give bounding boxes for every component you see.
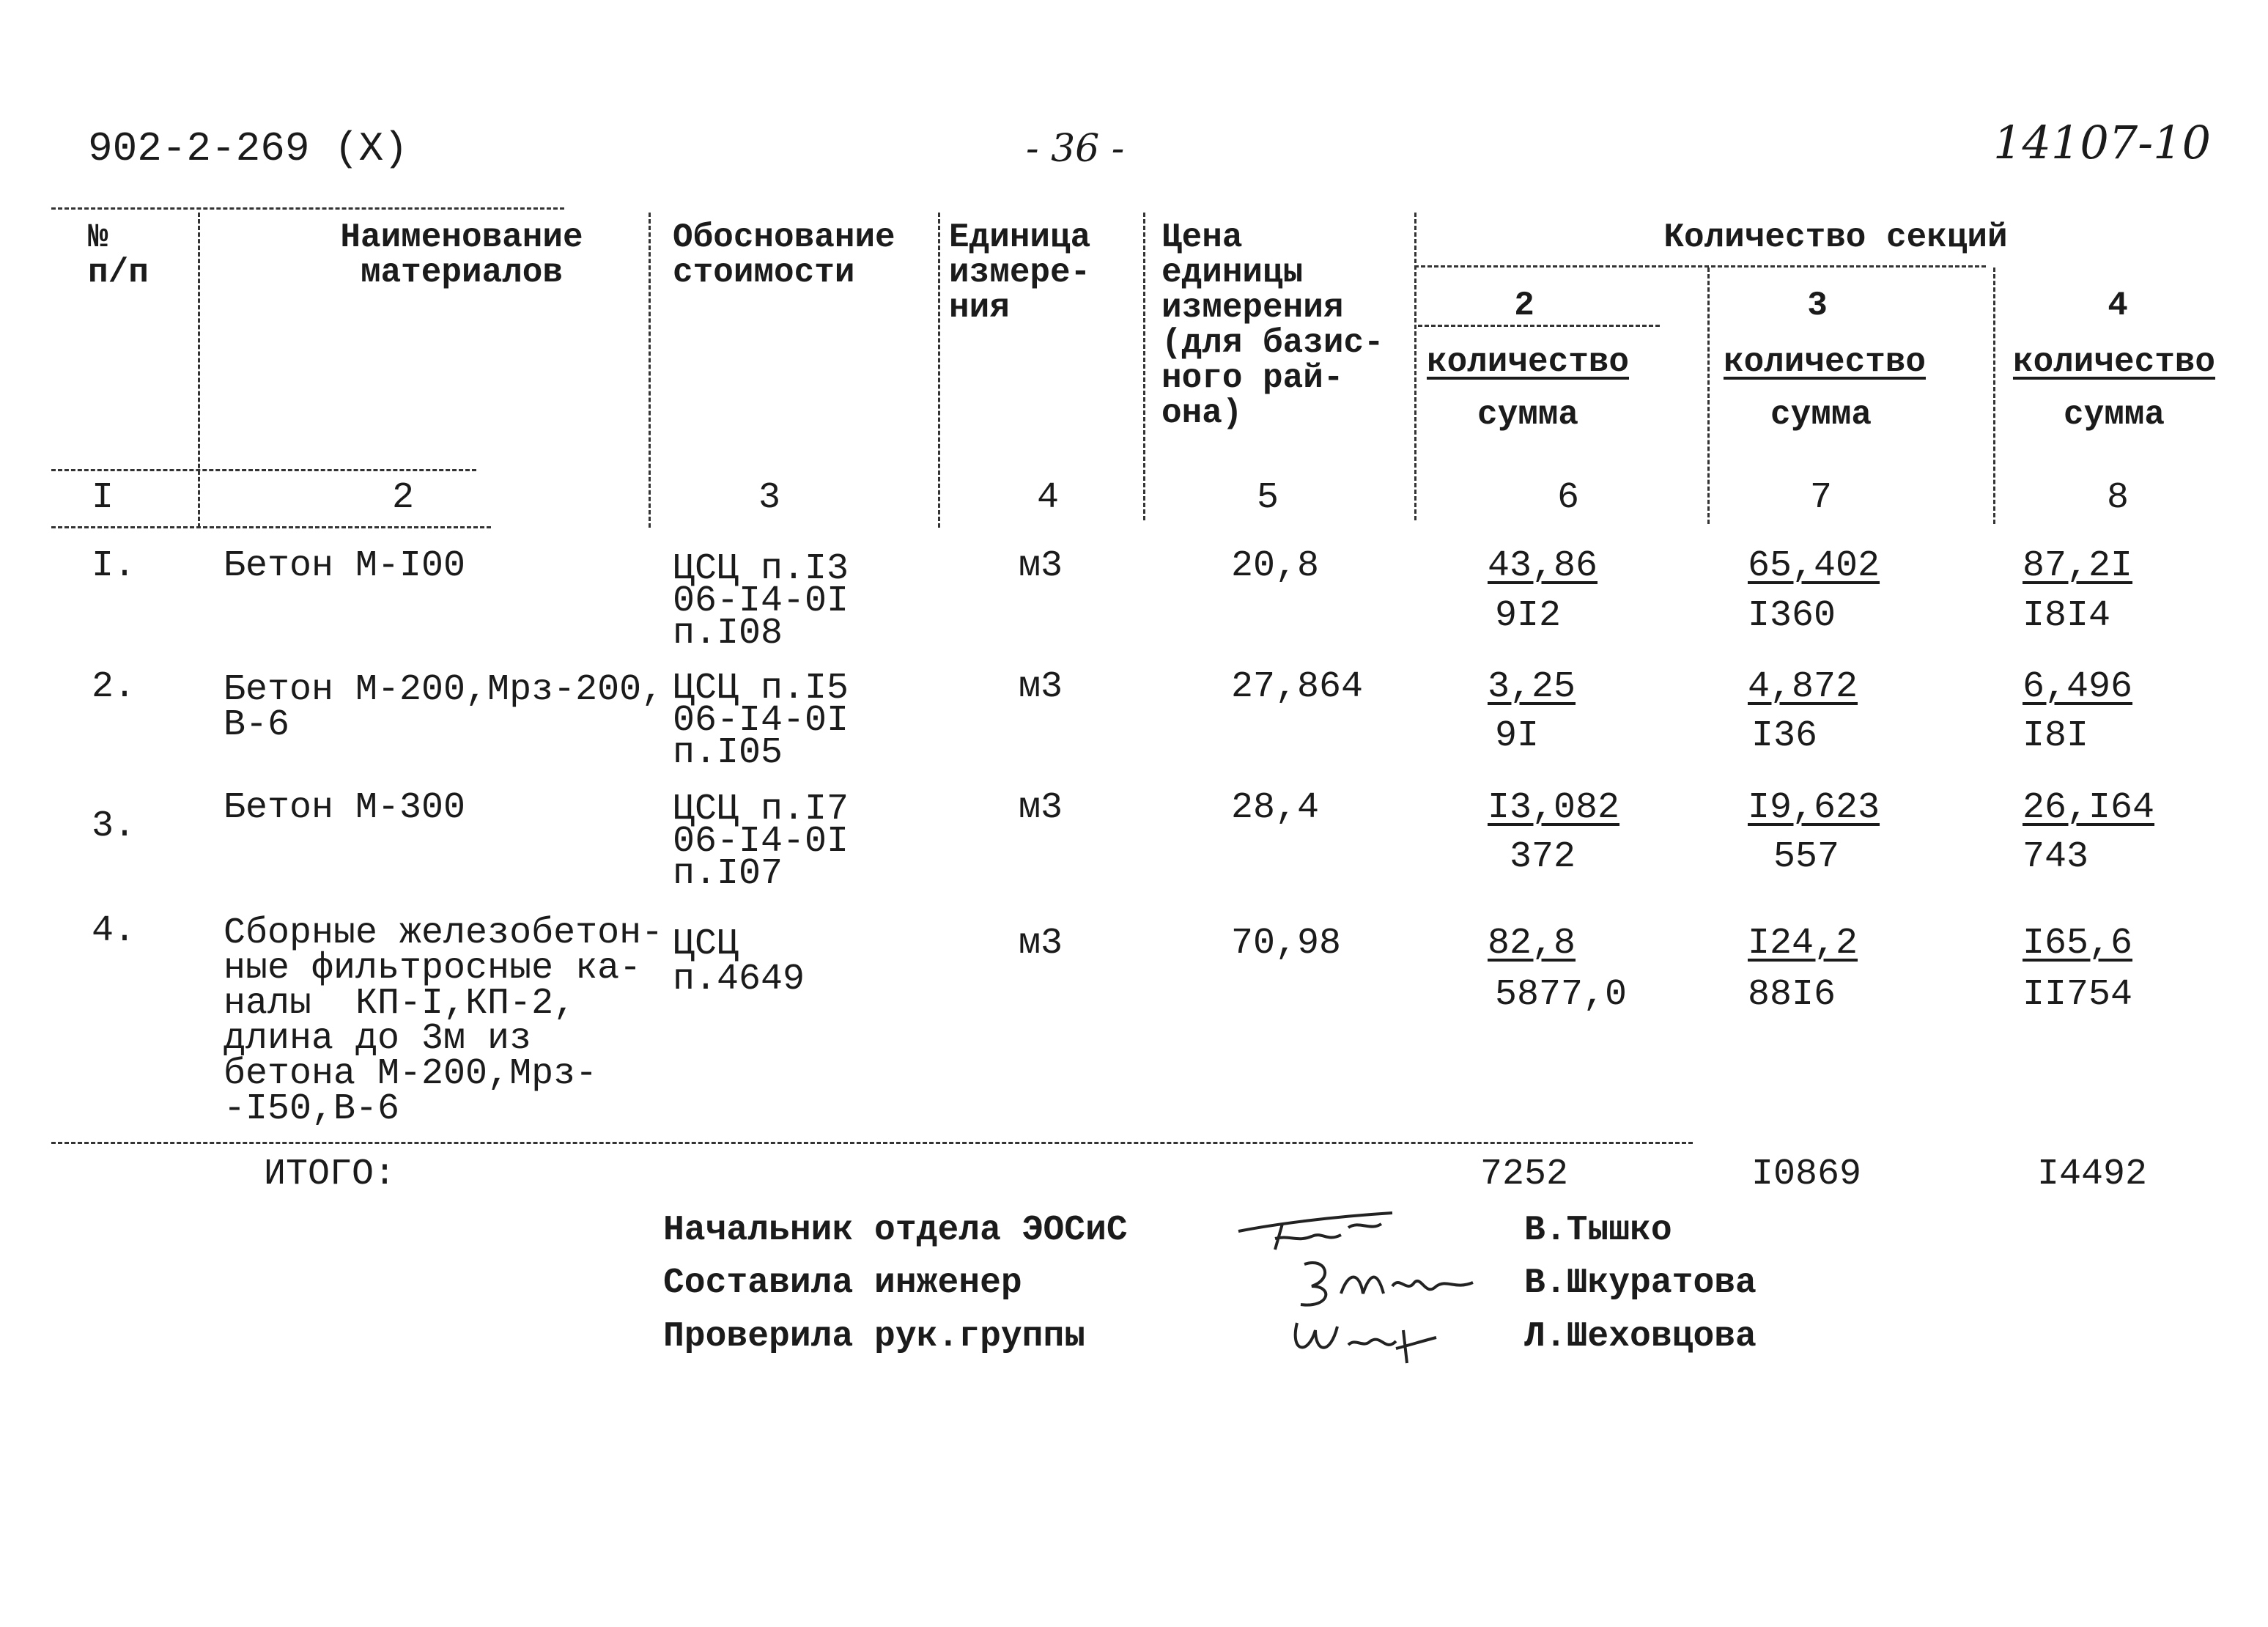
archive-stamp: 14107-10 <box>1993 116 2212 169</box>
section-2-sum: 9I2 <box>1495 595 1562 637</box>
signature-name: В.Шкуратова <box>1524 1263 1757 1303</box>
section-2-qty-label: количество <box>1426 343 1630 381</box>
section-4-header: 4 <box>2108 287 2128 325</box>
row-unit: м3 <box>1019 787 1063 829</box>
col-divider <box>938 213 940 528</box>
section-3-sum: I360 <box>1748 595 1836 637</box>
row-basis: ЦСЦ п.I5 06-I4-0I п.I05 <box>673 668 849 774</box>
row-basis: ЦСЦ п.4649 <box>673 923 805 1000</box>
section-4-sum: I8I4 <box>2023 595 2111 637</box>
section-3-qty: I24,2 <box>1748 923 1858 964</box>
signature-role: Составила инженер <box>663 1263 1022 1303</box>
section-3-sum: I36 <box>1751 715 1818 757</box>
row-num: 3. <box>92 805 136 847</box>
col-header-unit: Единица измере- ния <box>949 218 1091 327</box>
handwritten-signature-shekhovtsova <box>1286 1308 1447 1367</box>
table-top-rule <box>51 207 564 210</box>
numbers-bottom-rule <box>51 526 491 528</box>
col-divider <box>1414 213 1416 520</box>
header-bottom-rule <box>51 469 476 471</box>
section-2-header: 2 <box>1514 287 1534 325</box>
column-number: 3 <box>758 477 780 519</box>
column-number: 7 <box>1809 477 1832 519</box>
row-unit: м3 <box>1019 545 1063 587</box>
row-price: 70,98 <box>1231 923 1342 964</box>
col-header-sections: Количество секций <box>1663 218 2008 257</box>
document-code: 902-2-269 (X) <box>88 125 408 172</box>
col-divider <box>1143 213 1145 520</box>
col-header-price: Цена единицы измерения (для базис- ного рай- она) <box>1161 218 1384 432</box>
table-bottom-rule <box>51 1142 1693 1144</box>
handwritten-signature-shkuratova <box>1290 1250 1480 1316</box>
section-4-qty-label: количество <box>2012 343 2216 381</box>
sections-header-rule <box>1414 265 1986 268</box>
column-number: 5 <box>1256 477 1279 519</box>
section-4-sum: 743 <box>2023 836 2089 878</box>
section-2-qty: 43,86 <box>1488 545 1598 587</box>
row-num: I. <box>92 545 136 587</box>
row-material: Бетон М-300 <box>224 787 466 829</box>
row-price: 20,8 <box>1231 545 1320 587</box>
section-3-header: 3 <box>1807 287 1828 325</box>
row-unit: м3 <box>1019 666 1063 708</box>
handwritten-signature-tyshko <box>1231 1198 1422 1257</box>
col-header-basis: Обоснование стоимости <box>673 218 895 292</box>
column-number: I <box>91 477 114 519</box>
column-number: 6 <box>1556 477 1579 519</box>
row-material: Бетон М-200,Мрз-200, В-6 <box>224 669 664 746</box>
col-header-name: Наименование материалов <box>340 218 583 292</box>
section-3-sum-label: сумма <box>1770 396 1872 434</box>
signature-role: Проверила рук.группы <box>663 1317 1086 1357</box>
section-4-sum: II754 <box>2023 974 2133 1016</box>
signature-name: В.Тышко <box>1524 1211 1672 1250</box>
row-unit: м3 <box>1019 923 1063 964</box>
section-2-sum-label: сумма <box>1477 396 1579 434</box>
section-3-qty: 4,872 <box>1748 666 1858 708</box>
section-2-sum: 5877,0 <box>1495 974 1628 1016</box>
total-section-3: I0869 <box>1751 1154 1862 1195</box>
signature-name: Л.Шеховцова <box>1524 1317 1757 1357</box>
section-2-qty: I3,082 <box>1488 787 1620 829</box>
section-3-qty: 65,402 <box>1748 545 1880 587</box>
row-material: Сборные железобетон- ные фильтросные ка- налы КП-I,КП-2, длина до 3м из бетона М-200,Мрз- -I50,В-6 <box>224 912 664 1130</box>
col-divider <box>1993 268 1995 524</box>
section-4-sum: I8I <box>2023 715 2089 757</box>
page-number: - 36 - <box>1026 127 1125 171</box>
col-divider <box>1707 268 1710 524</box>
column-number: 2 <box>391 477 414 519</box>
col-header-num: № п/п <box>88 218 149 292</box>
column-number: 4 <box>1036 477 1059 519</box>
section-3-qty: I9,623 <box>1748 787 1880 829</box>
row-basis: ЦСЦ п.I3 06-I4-0I п.I08 <box>673 548 849 654</box>
section-3-qty-label: количество <box>1723 343 1927 381</box>
section-3-sum: 557 <box>1773 836 1840 878</box>
row-num: 2. <box>92 666 136 708</box>
row-basis: ЦСЦ п.I7 06-I4-0I п.I07 <box>673 789 849 895</box>
section-2-qty: 82,8 <box>1488 923 1576 964</box>
col-divider <box>649 213 651 528</box>
col-divider <box>198 213 200 528</box>
row-price: 27,864 <box>1231 666 1364 708</box>
section-2-sum: 372 <box>1510 836 1576 878</box>
total-section-4: I4492 <box>2037 1154 2148 1195</box>
column-number: 8 <box>2106 477 2129 519</box>
signature-role: Начальник отдела ЭОСиС <box>663 1211 1128 1250</box>
section-4-qty: I65,6 <box>2023 923 2133 964</box>
row-material: Бетон М-I00 <box>224 545 466 587</box>
section-4-sum-label: сумма <box>2063 396 2165 434</box>
total-section-2: 7252 <box>1480 1154 1569 1195</box>
total-label: ИТОГО: <box>264 1154 396 1195</box>
section-2-sum: 9I <box>1495 715 1540 757</box>
section-4-qty: 87,2I <box>2023 545 2133 587</box>
section-2-qty: 3,25 <box>1488 666 1576 708</box>
section-2-header-rule <box>1418 325 1660 327</box>
section-4-qty: 6,496 <box>2023 666 2133 708</box>
row-price: 28,4 <box>1231 787 1320 829</box>
row-num: 4. <box>92 910 136 952</box>
section-3-sum: 88I6 <box>1748 974 1836 1016</box>
section-4-qty: 26,I64 <box>2023 787 2155 829</box>
